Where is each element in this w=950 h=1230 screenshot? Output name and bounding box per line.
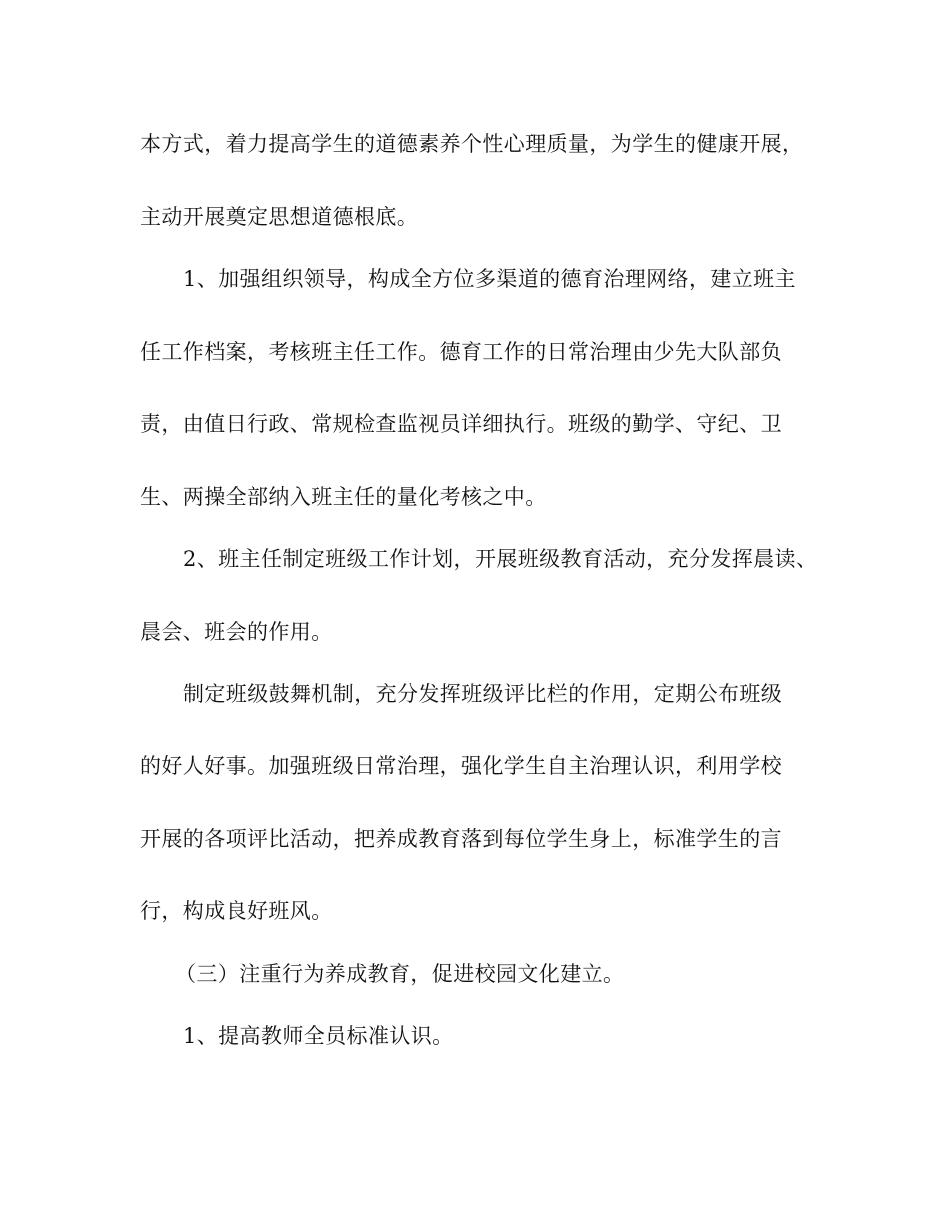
- paragraph-line: 制定班级鼓舞机制，充分发挥班级评比栏的作用，定期公布班级: [183, 682, 783, 706]
- text-line: 责，由值日行政、常规检查监视员详细执行。班级的勤学、守纪、卫: [140, 412, 782, 436]
- text-line: 任工作档案，考核班主任工作。德育工作的日常治理由少先大队部负: [140, 340, 782, 364]
- text-line: 行，构成良好班风。: [140, 899, 333, 923]
- text-line: 开展的各项评比活动，把养成教育落到每位学生身上，标准学生的言: [140, 827, 782, 851]
- text-line: 晨会、班会的作用。: [140, 620, 333, 644]
- text-line: 的好人好事。加强班级日常治理，强化学生自主治理认识，利用学校: [140, 754, 782, 778]
- paragraph-line: 1、提高教师全员标准认识。: [183, 1024, 454, 1048]
- text-line: 生、两操全部纳入班主任的量化考核之中。: [140, 485, 547, 509]
- text-line: 主动开展奠定思想道德根底。: [140, 205, 419, 229]
- text-line: 本方式，着力提高学生的道德素养个性心理质量，为学生的健康开展，: [140, 132, 804, 156]
- section-heading: （三）注重行为养成教育，促进校园文化建立。: [175, 962, 625, 986]
- paragraph-line: 2、班主任制定班级工作计划，开展班级教育活动，充分发挥晨读、: [183, 547, 818, 571]
- paragraph-line: 1、加强组织领导，构成全方位多渠道的德育治理网络，建立班主: [183, 267, 796, 291]
